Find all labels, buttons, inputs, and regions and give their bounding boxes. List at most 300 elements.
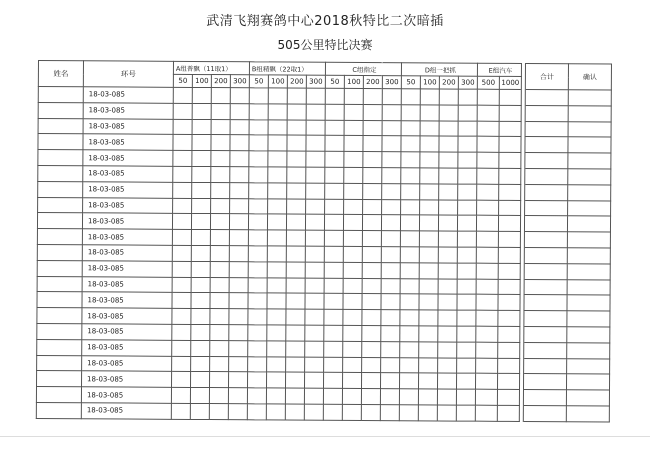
ring-number-cell[interactable]: 18-03-085 [82,324,172,340]
entry-cell[interactable] [287,199,306,215]
entry-cell[interactable] [324,357,343,373]
entry-cell[interactable] [418,373,437,389]
entry-cell[interactable] [306,199,325,215]
entry-cell[interactable] [267,277,286,293]
entry-cell[interactable] [173,198,192,214]
name-cell[interactable] [36,387,81,403]
ring-number-cell[interactable]: 18-03-085 [83,166,173,182]
entry-cell[interactable] [457,247,476,263]
entry-cell[interactable] [305,262,324,278]
entry-cell[interactable] [191,293,210,309]
entry-cell[interactable] [344,199,363,215]
entry-cell[interactable] [249,151,268,167]
entry-cell[interactable] [457,215,476,231]
confirm-cell[interactable] [567,358,610,374]
entry-cell[interactable] [209,388,228,404]
entry-cell[interactable] [171,403,190,419]
entry-cell[interactable] [211,119,230,135]
entry-cell[interactable] [380,405,399,421]
entry-cell[interactable] [247,388,266,404]
entry-cell[interactable] [418,405,437,421]
entry-cell[interactable] [305,357,324,373]
entry-cell[interactable] [381,215,400,231]
entry-cell[interactable] [382,183,401,199]
entry-cell[interactable] [249,104,268,120]
entry-cell[interactable] [249,88,268,104]
entry-cell[interactable] [229,230,248,246]
entry-cell[interactable] [211,151,230,167]
entry-cell[interactable] [457,231,476,247]
entry-cell[interactable] [211,198,230,214]
entry-cell[interactable] [304,404,323,420]
entry-cell[interactable] [437,405,456,421]
entry-cell[interactable] [344,88,363,104]
total-cell[interactable] [525,105,568,121]
entry-cell[interactable] [286,341,305,357]
entry-cell[interactable] [192,198,211,214]
confirm-cell[interactable] [568,200,611,216]
entry-cell[interactable] [476,358,498,374]
entry-cell[interactable] [173,87,192,103]
entry-cell[interactable] [173,151,192,167]
confirm-cell[interactable] [567,232,610,248]
entry-cell[interactable] [363,152,382,168]
entry-cell[interactable] [306,104,325,120]
entry-cell[interactable] [286,278,305,294]
entry-cell[interactable] [499,184,521,200]
entry-cell[interactable] [325,120,344,136]
total-cell[interactable] [524,342,567,358]
entry-cell[interactable] [324,294,343,310]
entry-cell[interactable] [476,263,498,279]
entry-cell[interactable] [498,310,520,326]
entry-cell[interactable] [498,247,520,263]
entry-cell[interactable] [499,105,521,121]
total-cell[interactable] [524,247,567,263]
entry-cell[interactable] [458,89,477,105]
entry-cell[interactable] [324,278,343,294]
entry-cell[interactable] [285,388,304,404]
entry-cell[interactable] [401,136,420,152]
confirm-cell[interactable] [567,216,610,232]
entry-cell[interactable] [304,388,323,404]
entry-cell[interactable] [476,342,498,358]
entry-cell[interactable] [229,309,248,325]
name-cell[interactable] [37,308,82,324]
entry-cell[interactable] [287,88,306,104]
entry-cell[interactable] [229,261,248,277]
entry-cell[interactable] [324,309,343,325]
entry-cell[interactable] [211,103,230,119]
entry-cell[interactable] [458,152,477,168]
entry-cell[interactable] [497,374,519,390]
entry-cell[interactable] [343,215,362,231]
entry-cell[interactable] [400,341,419,357]
entry-cell[interactable] [306,120,325,136]
entry-cell[interactable] [362,294,381,310]
entry-cell[interactable] [420,105,439,121]
entry-cell[interactable] [475,374,497,390]
entry-cell[interactable] [363,183,382,199]
entry-cell[interactable] [419,294,438,310]
entry-cell[interactable] [172,372,191,388]
entry-cell[interactable] [210,214,229,230]
name-cell[interactable] [37,229,82,245]
entry-cell[interactable] [192,119,211,135]
entry-cell[interactable] [476,216,498,232]
entry-cell[interactable] [438,215,457,231]
entry-cell[interactable] [191,372,210,388]
entry-cell[interactable] [305,325,324,341]
name-cell[interactable] [37,339,82,355]
entry-cell[interactable] [476,247,498,263]
entry-cell[interactable] [210,246,229,262]
total-cell[interactable] [524,326,567,342]
ring-number-cell[interactable]: 18-03-085 [83,182,173,198]
entry-cell[interactable] [419,310,438,326]
entry-cell[interactable] [211,167,230,183]
entry-cell[interactable] [229,293,248,309]
entry-cell[interactable] [476,295,498,311]
entry-cell[interactable] [325,199,344,215]
entry-cell[interactable] [249,119,268,135]
entry-cell[interactable] [228,388,247,404]
entry-cell[interactable] [172,229,191,245]
entry-cell[interactable] [268,88,287,104]
entry-cell[interactable] [306,183,325,199]
entry-cell[interactable] [419,342,438,358]
entry-cell[interactable] [381,262,400,278]
entry-cell[interactable] [419,231,438,247]
entry-cell[interactable] [305,293,324,309]
entry-cell[interactable] [438,326,457,342]
entry-cell[interactable] [401,152,420,168]
entry-cell[interactable] [324,246,343,262]
confirm-cell[interactable] [568,169,611,185]
name-cell[interactable] [36,402,81,418]
entry-cell[interactable] [268,135,287,151]
entry-cell[interactable] [230,103,249,119]
entry-cell[interactable] [268,167,287,183]
ring-number-cell[interactable]: 18-03-085 [83,87,173,103]
entry-cell[interactable] [439,121,458,137]
ring-number-cell[interactable]: 18-03-085 [82,355,172,371]
entry-cell[interactable] [458,168,477,184]
entry-cell[interactable] [342,389,361,405]
entry-cell[interactable] [498,263,520,279]
total-cell[interactable] [525,200,568,216]
total-cell[interactable] [525,168,568,184]
entry-cell[interactable] [230,167,249,183]
total-cell[interactable] [524,216,567,232]
entry-cell[interactable] [419,357,438,373]
confirm-cell[interactable] [568,90,611,106]
entry-cell[interactable] [306,151,325,167]
entry-cell[interactable] [401,168,420,184]
entry-cell[interactable] [382,199,401,215]
entry-cell[interactable] [248,277,267,293]
entry-cell[interactable] [192,166,211,182]
entry-cell[interactable] [475,405,497,421]
entry-cell[interactable] [477,121,499,137]
entry-cell[interactable] [476,231,498,247]
entry-cell[interactable] [324,262,343,278]
entry-cell[interactable] [343,246,362,262]
entry-cell[interactable] [420,152,439,168]
entry-cell[interactable] [173,135,192,151]
entry-cell[interactable] [267,372,286,388]
entry-cell[interactable] [286,325,305,341]
entry-cell[interactable] [230,198,249,214]
entry-cell[interactable] [401,183,420,199]
entry-cell[interactable] [362,310,381,326]
total-cell[interactable] [523,405,566,421]
entry-cell[interactable] [286,230,305,246]
entry-cell[interactable] [172,324,191,340]
entry-cell[interactable] [342,373,361,389]
total-cell[interactable] [524,279,567,295]
entry-cell[interactable] [343,262,362,278]
entry-cell[interactable] [172,214,191,230]
total-cell[interactable] [524,358,567,374]
entry-cell[interactable] [498,358,520,374]
entry-cell[interactable] [400,326,419,342]
entry-cell[interactable] [287,135,306,151]
entry-cell[interactable] [363,136,382,152]
entry-cell[interactable] [476,326,498,342]
ring-number-cell[interactable]: 18-03-085 [82,371,172,387]
entry-cell[interactable] [418,389,437,405]
entry-cell[interactable] [267,356,286,372]
entry-cell[interactable] [475,389,497,405]
entry-cell[interactable] [230,151,249,167]
entry-cell[interactable] [363,88,382,104]
entry-cell[interactable] [305,341,324,357]
entry-cell[interactable] [324,325,343,341]
name-cell[interactable] [37,260,82,276]
entry-cell[interactable] [362,215,381,231]
ring-number-cell[interactable]: 18-03-085 [83,134,173,150]
name-cell[interactable] [38,165,83,181]
entry-cell[interactable] [287,104,306,120]
entry-cell[interactable] [439,200,458,216]
entry-cell[interactable] [230,135,249,151]
entry-cell[interactable] [498,216,520,232]
entry-cell[interactable] [498,279,520,295]
total-cell[interactable] [525,184,568,200]
entry-cell[interactable] [499,200,521,216]
entry-cell[interactable] [420,136,439,152]
entry-cell[interactable] [192,103,211,119]
entry-cell[interactable] [229,214,248,230]
entry-cell[interactable] [191,356,210,372]
entry-cell[interactable] [172,340,191,356]
entry-cell[interactable] [323,404,342,420]
entry-cell[interactable] [191,245,210,261]
entry-cell[interactable] [306,167,325,183]
entry-cell[interactable] [172,356,191,372]
entry-cell[interactable] [344,167,363,183]
entry-cell[interactable] [267,309,286,325]
entry-cell[interactable] [477,184,499,200]
entry-cell[interactable] [438,263,457,279]
confirm-cell[interactable] [566,390,609,406]
entry-cell[interactable] [325,183,344,199]
entry-cell[interactable] [192,135,211,151]
entry-cell[interactable] [343,278,362,294]
entry-cell[interactable] [401,105,420,121]
entry-cell[interactable] [419,215,438,231]
confirm-cell[interactable] [567,279,610,295]
entry-cell[interactable] [306,88,325,104]
total-cell[interactable] [525,89,568,105]
entry-cell[interactable] [344,104,363,120]
entry-cell[interactable] [211,88,230,104]
entry-cell[interactable] [439,184,458,200]
entry-cell[interactable] [343,294,362,310]
entry-cell[interactable] [305,278,324,294]
total-cell[interactable] [524,295,567,311]
entry-cell[interactable] [267,262,286,278]
entry-cell[interactable] [420,184,439,200]
entry-cell[interactable] [287,183,306,199]
name-cell[interactable] [37,244,82,260]
entry-cell[interactable] [190,388,209,404]
entry-cell[interactable] [210,356,229,372]
entry-cell[interactable] [173,119,192,135]
entry-cell[interactable] [362,341,381,357]
entry-cell[interactable] [362,325,381,341]
total-cell[interactable] [525,153,568,169]
entry-cell[interactable] [343,310,362,326]
entry-cell[interactable] [381,294,400,310]
entry-cell[interactable] [382,152,401,168]
entry-cell[interactable] [439,105,458,121]
entry-cell[interactable] [228,404,247,420]
entry-cell[interactable] [172,245,191,261]
entry-cell[interactable] [401,120,420,136]
entry-cell[interactable] [477,200,499,216]
entry-cell[interactable] [400,294,419,310]
entry-cell[interactable] [363,199,382,215]
entry-cell[interactable] [497,405,519,421]
entry-cell[interactable] [400,215,419,231]
entry-cell[interactable] [382,120,401,136]
entry-cell[interactable] [380,389,399,405]
entry-cell[interactable] [267,230,286,246]
entry-cell[interactable] [248,262,267,278]
ring-number-cell[interactable]: 18-03-085 [82,340,172,356]
entry-cell[interactable] [380,373,399,389]
entry-cell[interactable] [419,326,438,342]
name-cell[interactable] [38,150,83,166]
entry-cell[interactable] [401,199,420,215]
entry-cell[interactable] [381,357,400,373]
entry-cell[interactable] [456,389,475,405]
entry-cell[interactable] [477,168,499,184]
entry-cell[interactable] [192,182,211,198]
ring-number-cell[interactable]: 18-03-085 [83,103,173,119]
entry-cell[interactable] [324,341,343,357]
entry-cell[interactable] [191,230,210,246]
entry-cell[interactable] [362,357,381,373]
name-cell[interactable] [37,355,82,371]
entry-cell[interactable] [381,247,400,263]
entry-cell[interactable] [363,104,382,120]
ring-number-cell[interactable]: 18-03-085 [83,150,173,166]
entry-cell[interactable] [304,372,323,388]
entry-cell[interactable] [400,247,419,263]
name-cell[interactable] [37,292,82,308]
entry-cell[interactable] [381,326,400,342]
entry-cell[interactable] [286,262,305,278]
entry-cell[interactable] [381,231,400,247]
entry-cell[interactable] [420,199,439,215]
entry-cell[interactable] [381,310,400,326]
entry-cell[interactable] [439,168,458,184]
name-cell[interactable] [38,181,83,197]
entry-cell[interactable] [229,340,248,356]
entry-cell[interactable] [457,310,476,326]
entry-cell[interactable] [190,403,209,419]
entry-cell[interactable] [499,137,521,153]
entry-cell[interactable] [420,168,439,184]
entry-cell[interactable] [325,88,344,104]
entry-cell[interactable] [305,246,324,262]
entry-cell[interactable] [229,356,248,372]
entry-cell[interactable] [286,214,305,230]
entry-cell[interactable] [498,326,520,342]
entry-cell[interactable] [267,293,286,309]
entry-cell[interactable] [499,153,521,169]
entry-cell[interactable] [439,89,458,105]
name-cell[interactable] [38,87,83,103]
entry-cell[interactable] [499,89,521,105]
entry-cell[interactable] [399,389,418,405]
entry-cell[interactable] [191,277,210,293]
confirm-cell[interactable] [568,137,611,153]
entry-cell[interactable] [439,136,458,152]
entry-cell[interactable] [248,341,267,357]
entry-cell[interactable] [420,120,439,136]
name-cell[interactable] [37,371,82,387]
entry-cell[interactable] [248,293,267,309]
confirm-cell[interactable] [567,295,610,311]
ring-number-cell[interactable]: 18-03-085 [82,276,172,292]
entry-cell[interactable] [305,215,324,231]
entry-cell[interactable] [210,293,229,309]
entry-cell[interactable] [498,342,520,358]
entry-cell[interactable] [229,277,248,293]
entry-cell[interactable] [248,230,267,246]
entry-cell[interactable] [248,356,267,372]
entry-cell[interactable] [209,403,228,419]
entry-cell[interactable] [267,214,286,230]
entry-cell[interactable] [458,184,477,200]
entry-cell[interactable] [230,182,249,198]
entry-cell[interactable] [210,372,229,388]
entry-cell[interactable] [171,387,190,403]
entry-cell[interactable] [249,135,268,151]
ring-number-cell[interactable]: 18-03-085 [82,261,172,277]
entry-cell[interactable] [499,168,521,184]
entry-cell[interactable] [268,183,287,199]
entry-cell[interactable] [211,182,230,198]
entry-cell[interactable] [477,137,499,153]
entry-cell[interactable] [344,120,363,136]
entry-cell[interactable] [399,373,418,389]
entry-cell[interactable] [343,357,362,373]
